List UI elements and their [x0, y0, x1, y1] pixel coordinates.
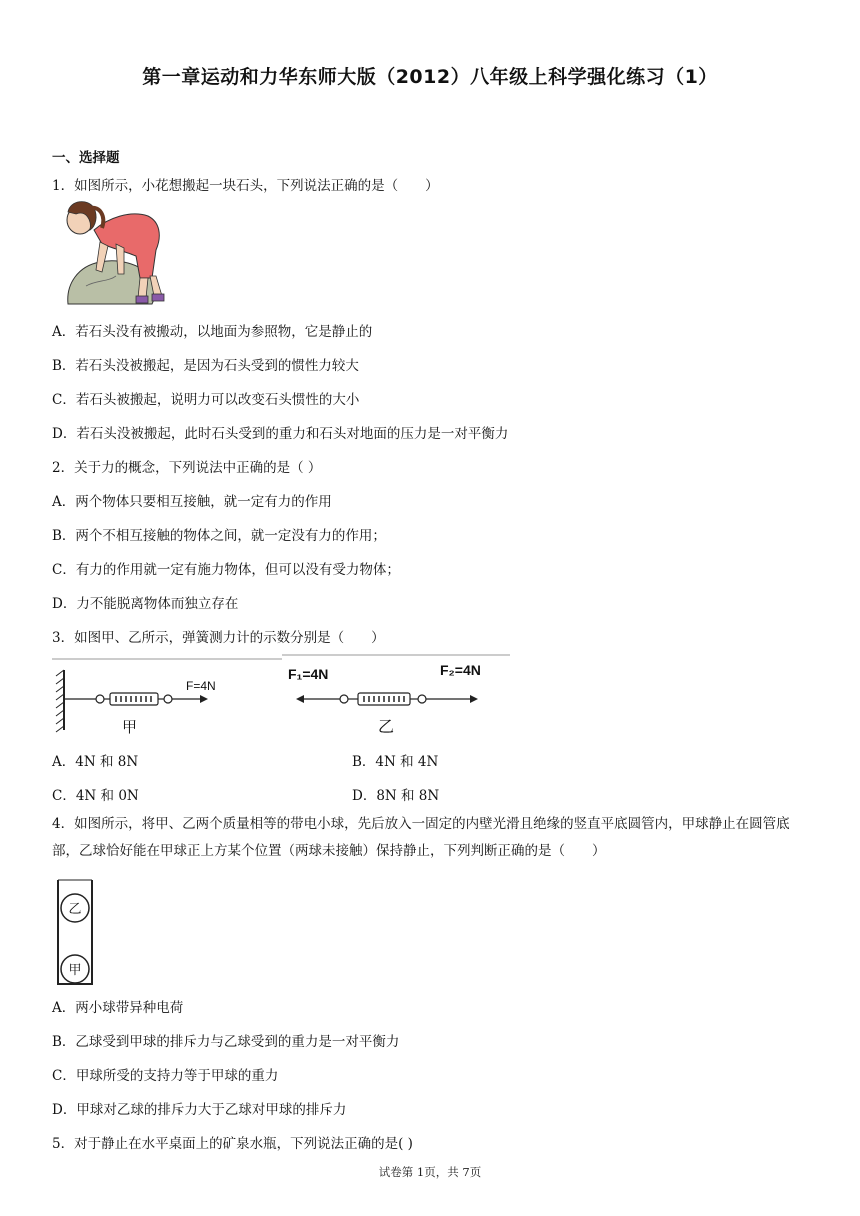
q1-figure-girl-lifting-stone: [56, 196, 182, 308]
q2-option-c: C．有力的作用就一定有施力物体，但可以没有受力物体；: [52, 562, 400, 578]
q3-option-a: A．4N 和 8N: [52, 754, 139, 770]
q4-option-b: B．乙球受到甲球的排斥力与乙球受到的重力是一对平衡力: [52, 1034, 400, 1050]
q1-stem: 1．如图所示，小花想搬起一块石头，下列说法正确的是（ ）: [52, 178, 439, 194]
q3-jia-label: 甲: [122, 718, 138, 736]
page-footer: 试卷第 1页，共 7页: [378, 1165, 482, 1179]
q3-option-b: B．4N 和 4N: [352, 754, 439, 770]
q3-option-d: D．8N 和 8N: [352, 788, 440, 804]
q4-option-d: D．甲球对乙球的排斥力大于乙球对甲球的排斥力: [52, 1102, 347, 1118]
q4-figure-tube-balls: [54, 876, 98, 990]
q3-yi-f1-label: F₁=4N: [288, 666, 329, 682]
q4-option-a: A．两小球带异种电荷: [52, 1000, 184, 1016]
q4-option-c: C．甲球所受的支持力等于甲球的重力: [52, 1068, 279, 1084]
q3-yi-label: 乙: [378, 717, 395, 736]
q1-option-b: B．若石头没被搬起，是因为石头受到的惯性力较大: [52, 358, 359, 374]
q1-option-a: A．若石头没有被搬动，以地面为参照物，它是静止的: [52, 324, 373, 340]
q4-stem: 4．如图所示，将甲、乙两个质量相等的带电小球，先后放入一固定的内壁光滑且绝缘的竖直平底圆管内，甲球静止在圆管底部，乙球恰好能在甲球正上方某个位置（两球未接触）保持静止，下列判断正确的是（ ）: [52, 816, 790, 859]
q3-stem: 3．如图甲、乙所示，弹簧测力计的示数分别是（ ）: [52, 630, 385, 646]
q2-option-d: D．力不能脱离物体而独立存在: [52, 596, 239, 612]
q4-ball-jia-label: 甲: [68, 963, 82, 978]
q1-option-c: C．若石头被搬起，说明力可以改变石头惯性的大小: [52, 392, 360, 408]
q3-yi-f2-label: F₂=4N: [440, 662, 481, 678]
q2-option-b: B．两个不相互接触的物体之间，就一定没有力的作用；: [52, 528, 386, 544]
q5-stem: 5．对于静止在水平桌面上的矿泉水瓶，下列说法正确的是( ): [52, 1136, 413, 1152]
q2-option-a: A．两个物体只要相互接触，就一定有力的作用: [52, 494, 332, 510]
q3-option-c: C．4N 和 0N: [52, 788, 139, 804]
q3-jia-force-label: F=4N: [186, 679, 216, 693]
q1-option-d: D．若石头没被搬起，此时石头受到的重力和石头对地面的压力是一对平衡力: [52, 426, 509, 442]
section-heading: 一、选择题: [52, 150, 120, 166]
page-title: 第一章运动和力华东师大版（2012）八年级上科学强化练习（1）: [142, 66, 718, 88]
q3-figure-spring-scales: [52, 652, 514, 738]
q2-stem: 2．关于力的概念，下列说法中正确的是（ ）: [52, 460, 322, 476]
q4-ball-yi-label: 乙: [68, 902, 82, 917]
